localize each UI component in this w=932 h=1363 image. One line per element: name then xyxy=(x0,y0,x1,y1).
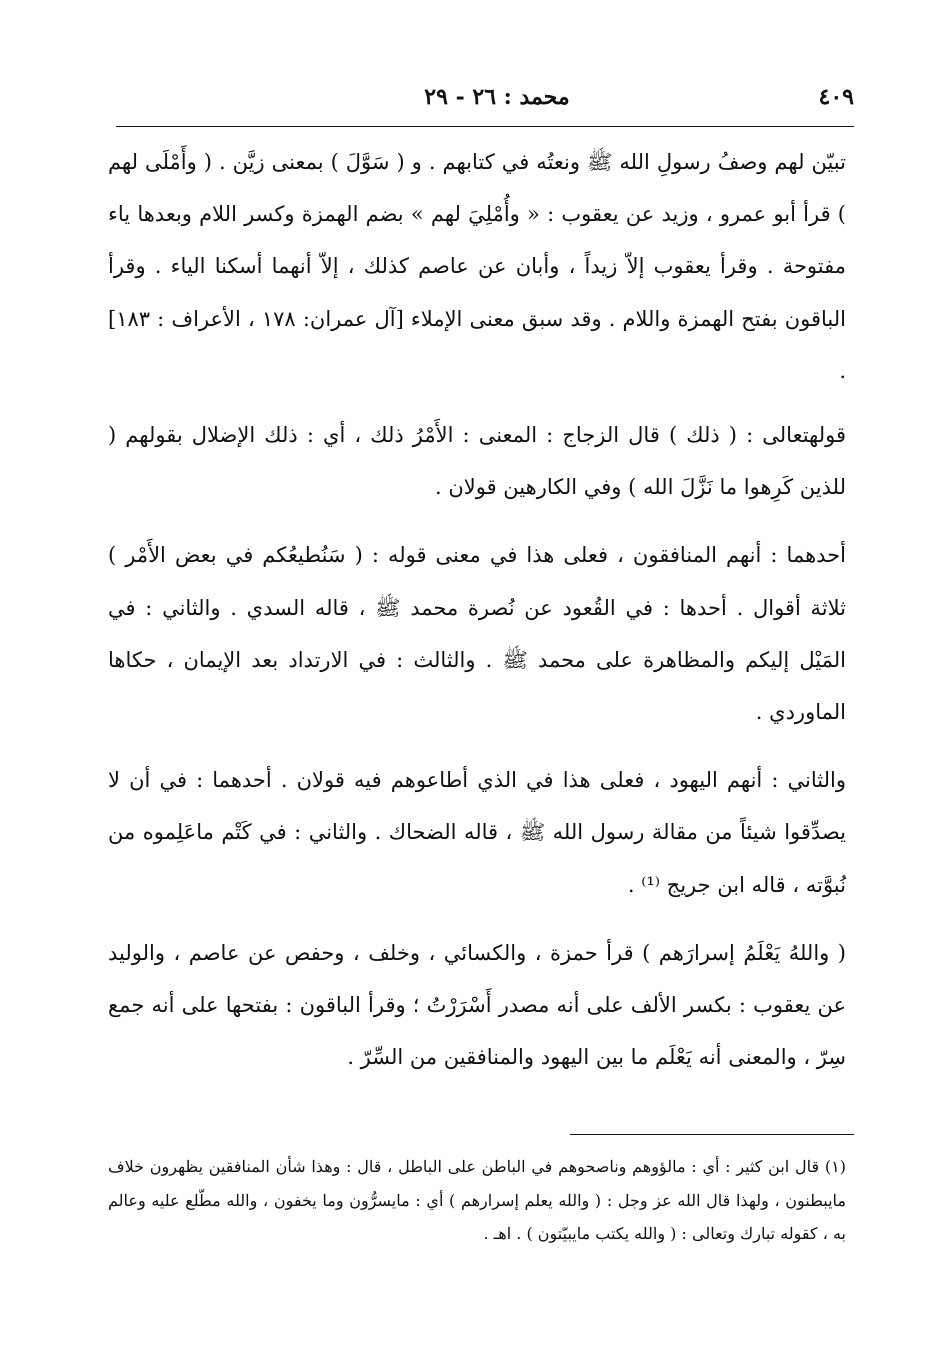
paragraph-tafsir-4: والثاني : أنهم اليهود ، فعلى هذا في الذي أطاعوهم فيه قولان . أحدهما : في أن لا يصدِّقوا شيئاً من مقالة رسول الله ﷺ ، قاله الضحاك . والثاني : في كَتْم ماعَلِموه من نُبوَّته ، قاله ابن جريج ⁽¹⁾ . xyxy=(108,768,846,897)
paragraph-tafsir-3: أحدهما : أنهم المنافقون ، فعلى هذا في معنى قوله : ( سَنُطيعُكم في بعض الأَمْر ) ثلاثة أقوال . أحدها : في القُعود عن نُصرة محمد ﷺ ، قاله السدي . والثاني : في المَيْل إليكم والمظاهرة على محمد ﷺ . والثالث : في الارتداد بعد الإيمان ، حكاها الماوردي . xyxy=(108,543,846,725)
paragraph-tafsir-5: ( واللهُ يَعْلَمُ إسرارَهم ) قرأ حمزة ، والكسائي ، وخلف ، وحفص عن عاصم ، والوليد عن يعقوب : بكسر الألف على أنه مصدر أَسْرَرْتُ ؛ وقرأ الباقون : بفتحها على أنه جمع سِرّ ، والمعنى أنه يَعْلَم ما بين اليهود والمنافقين من السِّرّ . xyxy=(108,940,846,1070)
footnote-divider xyxy=(570,1134,854,1135)
page-number: ٤٠٩ xyxy=(818,84,854,110)
main-text xyxy=(108,136,846,1099)
footnote: (١) قال ابن كثير : أي : مالؤوهم وناصحوهم في الباطن على الباطل ، قال : وهذا شأن المنافقين يظهرون خلاف مايبطنون ، ولهذا قال الله عز وجل : ( والله يعلم إسرارهم ) أي : مايسرُّون وما يخفون ، والله مطّلع عليه وعالم به ، كقوله تبارك وتعالى : ( والله يكتب مايبيّتون ) . اهـ . xyxy=(108,1157,847,1243)
header-divider xyxy=(116,126,854,127)
running-head xyxy=(140,80,854,120)
paragraph-tafsir-2: قولهتعالى : ( ذلك ) قال الزجاج : المعنى : الأَمْرُ ذلك ، أي : ذلك الإضلال بقولهم ( للذين كَرِهوا ما نَزَّلَ الله ) وفي الكارهين قولان . xyxy=(108,423,846,500)
paragraph-tafsir-1: تبيّن لهم وصفُ رسولِ الله ﷺ ونعتُه في كتابهم . و ( سَوَّلَ ) بمعنى زيَّن . ( وأَمْلَى لهم ) قرأ أبو عمرو ، وزيد عن يعقوب : « وأُمْلِيَ لهم » بضم الهمزة وكسر اللام وبعدها ياء مفتوحة . وقرأ يعقوب إلاّ زيداً ، وأبان عن عاصم كذلك ، إلاّ أنهما أسكنا الياء . وقرأ الباقون بفتح الهمزة واللام . وقد سبق معنى الإملاء [آل عمران: ١٧٨ ، الأعراف : ١٨٣] . xyxy=(108,150,846,383)
running-head-title: محمد : ٢٦ - ٢٩ xyxy=(424,84,570,110)
